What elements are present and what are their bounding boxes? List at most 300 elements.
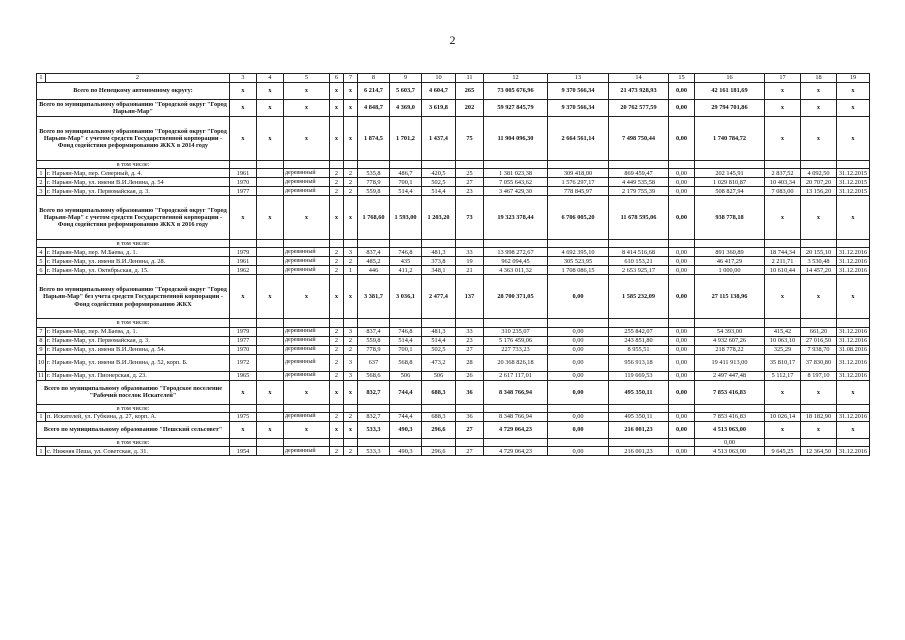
- table-cell: 8: [37, 336, 46, 345]
- empty-cell: [330, 438, 344, 446]
- total-cell: 8 348 766,94: [484, 380, 548, 404]
- empty-cell: [358, 319, 390, 327]
- empty-cell: [484, 438, 548, 446]
- table-cell: 1961: [230, 169, 257, 178]
- total-cell: х: [230, 117, 257, 161]
- table-cell: г. Нарьян-Мар, пер. М.Баева, д. 1.: [46, 327, 230, 336]
- table-cell: г. Нарьян-Мар, ул. имени В.И.Ленина, д. 52, корп. Б.: [46, 354, 230, 371]
- total-cell: х: [330, 421, 344, 438]
- table-cell: [257, 327, 284, 336]
- table-cell: 309 418,00: [548, 169, 609, 178]
- table-cell: 485,2: [358, 257, 390, 266]
- table-cell: деревянный: [284, 248, 330, 257]
- table-cell: 31.12.2016: [837, 412, 870, 421]
- empty-cell: [422, 240, 456, 248]
- empty-cell: [284, 240, 330, 248]
- empty-cell: [257, 240, 284, 248]
- table-cell: 28: [456, 354, 484, 371]
- table-cell: 37 830,80: [801, 354, 837, 371]
- table-cell: 778 845,97: [548, 187, 609, 196]
- total-cell: 9 370 566,34: [548, 100, 609, 117]
- table-cell: 31.12.2015: [837, 169, 870, 178]
- table-cell: 1977: [230, 187, 257, 196]
- table-cell: 27: [456, 178, 484, 187]
- total-cell: 137: [456, 275, 484, 319]
- table-cell: 218 778,22: [695, 345, 765, 354]
- table-cell: 502,5: [422, 345, 456, 354]
- table-cell: 8 197,10: [801, 371, 837, 380]
- empty-cell: [837, 319, 870, 327]
- subheader-label: в том числе:: [37, 319, 230, 327]
- table-cell: 18 182,90: [801, 412, 837, 421]
- table-cell: 13 998 272,67: [484, 248, 548, 257]
- total-cell: 202: [456, 100, 484, 117]
- table-cell: 27: [456, 345, 484, 354]
- table-cell: 0,00: [669, 371, 695, 380]
- table-cell: 25: [456, 169, 484, 178]
- table-cell: 33: [456, 248, 484, 257]
- table-cell: деревянный: [284, 371, 330, 380]
- table-cell: г. Нарьян-Мар, ул. имени В.И.Ленина, д. 28.: [46, 257, 230, 266]
- table-cell: 325,29: [765, 345, 801, 354]
- total-cell: 73: [456, 196, 484, 240]
- column-number: 5: [284, 74, 330, 83]
- table-cell: [257, 187, 284, 196]
- table-cell: [257, 412, 284, 421]
- table-cell: 27: [456, 447, 484, 456]
- empty-cell: [837, 240, 870, 248]
- table-row: [37, 447, 870, 456]
- table-cell: 31.12.2016: [837, 371, 870, 380]
- table-cell: 33: [456, 327, 484, 336]
- table-cell: 0,00: [548, 371, 609, 380]
- table-cell: 20 155,10: [801, 248, 837, 257]
- empty-cell: [484, 404, 548, 412]
- total-cell: 4 369,0: [390, 100, 422, 117]
- empty-cell: [230, 404, 257, 412]
- empty-cell: [765, 404, 801, 412]
- table-cell: 3 467 429,30: [484, 187, 548, 196]
- table-cell: 243 851,80: [609, 336, 669, 345]
- table-cell: деревянный: [284, 169, 330, 178]
- table-cell: 1965: [230, 371, 257, 380]
- table-cell: 495 350,11: [609, 412, 669, 421]
- table-cell: 1: [37, 169, 46, 178]
- total-cell: х: [284, 380, 330, 404]
- empty-cell: [548, 438, 609, 446]
- total-cell: 265: [456, 83, 484, 100]
- total-cell: х: [837, 100, 870, 117]
- empty-cell: [230, 438, 257, 446]
- subheader-row: [37, 404, 870, 412]
- table-cell: [257, 266, 284, 275]
- column-number: 12: [484, 74, 548, 83]
- total-cell: 6 706 005,20: [548, 196, 609, 240]
- empty-cell: [344, 438, 358, 446]
- empty-cell: [669, 240, 695, 248]
- empty-cell: [390, 438, 422, 446]
- table-cell: 486,7: [390, 169, 422, 178]
- table-cell: 1 029 810,87: [695, 178, 765, 187]
- total-cell: 296,6: [422, 421, 456, 438]
- total-cell: 533,3: [358, 421, 390, 438]
- table-cell: 4 932 607,26: [695, 336, 765, 345]
- empty-cell: [765, 438, 801, 446]
- table-cell: 23: [456, 336, 484, 345]
- subheader-row: [37, 319, 870, 327]
- total-label: Всего по муниципальному образованию "Городское поселение "Рабочий поселок Искателей": [37, 380, 230, 404]
- total-label: Всего по Ненецкому автономному округу:: [37, 83, 230, 100]
- table-cell: деревянный: [284, 187, 330, 196]
- total-cell: х: [284, 421, 330, 438]
- table-cell: 2 211,71: [765, 257, 801, 266]
- total-cell: х: [765, 275, 801, 319]
- table-cell: 2: [344, 257, 358, 266]
- total-cell: х: [344, 83, 358, 100]
- table-cell: г. Нарьян-Мар, ул. Первомайская, д. 3.: [46, 187, 230, 196]
- column-number: 14: [609, 74, 669, 83]
- table-cell: 1954: [230, 447, 257, 456]
- empty-cell: [695, 161, 765, 169]
- table-cell: [257, 248, 284, 257]
- table-cell: 837,4: [358, 327, 390, 336]
- table-cell: 1979: [230, 327, 257, 336]
- table-cell: 4 449 535,58: [609, 178, 669, 187]
- table-row: [37, 169, 870, 178]
- table-cell: 2: [37, 178, 46, 187]
- total-cell: 11 678 595,06: [609, 196, 669, 240]
- table-cell: 473,2: [422, 354, 456, 371]
- table-cell: 7: [37, 327, 46, 336]
- table-row: [37, 412, 870, 421]
- total-cell: х: [344, 275, 358, 319]
- empty-cell: [609, 240, 669, 248]
- total-cell: 3 036,1: [390, 275, 422, 319]
- table-cell: 2 837,52: [765, 169, 801, 178]
- table-cell: деревянный: [284, 345, 330, 354]
- total-cell: х: [230, 275, 257, 319]
- table-cell: 19: [456, 257, 484, 266]
- total-cell: 0,00: [548, 421, 609, 438]
- total-cell: х: [284, 196, 330, 240]
- total-cell: 1 874,5: [358, 117, 390, 161]
- table-cell: 7 853 416,83: [695, 412, 765, 421]
- empty-cell: [230, 319, 257, 327]
- empty-cell: [344, 240, 358, 248]
- table-cell: 10 610,44: [765, 266, 801, 275]
- total-cell: х: [344, 421, 358, 438]
- table-cell: 891 360,89: [695, 248, 765, 257]
- table-cell: 4 092,50: [801, 169, 837, 178]
- total-cell: х: [257, 421, 284, 438]
- table-cell: 0,00: [669, 257, 695, 266]
- table-cell: 2: [344, 447, 358, 456]
- table-cell: 0,00: [669, 178, 695, 187]
- table-cell: 31.12.2016: [837, 327, 870, 336]
- table-cell: 31.12.2016: [837, 336, 870, 345]
- empty-cell: [669, 319, 695, 327]
- total-cell: х: [837, 275, 870, 319]
- table-cell: 4 692 395,10: [548, 248, 609, 257]
- table-cell: 700,1: [390, 345, 422, 354]
- table-cell: 348,1: [422, 266, 456, 275]
- empty-cell: [669, 404, 695, 412]
- table-cell: 14 457,20: [801, 266, 837, 275]
- total-cell: х: [257, 196, 284, 240]
- table-cell: 4: [37, 248, 46, 257]
- table-cell: 31.12.2016: [837, 248, 870, 257]
- table-cell: 559,8: [358, 336, 390, 345]
- table-cell: 502,5: [422, 178, 456, 187]
- total-cell: х: [284, 100, 330, 117]
- table-cell: 506: [422, 371, 456, 380]
- total-cell: х: [330, 196, 344, 240]
- empty-cell: [344, 319, 358, 327]
- table-cell: 1: [37, 447, 46, 456]
- table-cell: 1: [344, 266, 358, 275]
- column-number-row: [37, 74, 870, 83]
- total-label: Всего по муниципальному образованию "Городской округ "Город Нарьян-Мар" с учетом средств Государственной корпорации - Фонд содействия реформированию ЖКХ в 2014 году: [37, 117, 230, 161]
- empty-cell: [801, 161, 837, 169]
- table-cell: 7 938,70: [801, 345, 837, 354]
- table-cell: деревянный: [284, 447, 330, 456]
- column-number: 15: [669, 74, 695, 83]
- table-cell: 10 063,10: [765, 336, 801, 345]
- total-cell: 1 437,4: [422, 117, 456, 161]
- total-cell: 0,00: [548, 380, 609, 404]
- total-cell: х: [837, 380, 870, 404]
- table-cell: [257, 354, 284, 371]
- total-row: [37, 100, 870, 117]
- table-cell: 1962: [230, 266, 257, 275]
- total-cell: х: [284, 83, 330, 100]
- total-cell: 0,00: [669, 100, 695, 117]
- total-cell: 3 619,8: [422, 100, 456, 117]
- table-cell: 10 403,34: [765, 178, 801, 187]
- table-cell: 31.12.2016: [837, 266, 870, 275]
- subheader-row: [37, 240, 870, 248]
- total-cell: 0,00: [669, 196, 695, 240]
- column-number: 19: [837, 74, 870, 83]
- total-label: Всего по муниципальному образованию "Пешский сельсовет": [37, 421, 230, 438]
- table-cell: 2: [330, 336, 344, 345]
- empty-cell: [609, 438, 669, 446]
- total-cell: 490,3: [390, 421, 422, 438]
- total-cell: 832,7: [358, 380, 390, 404]
- table-cell: 1975: [230, 412, 257, 421]
- total-cell: 21 473 928,93: [609, 83, 669, 100]
- empty-cell: [344, 161, 358, 169]
- table-cell: 18 744,34: [765, 248, 801, 257]
- table-cell: 4 513 063,00: [695, 447, 765, 456]
- table-cell: 0,00: [548, 336, 609, 345]
- column-number: 16: [695, 74, 765, 83]
- table-cell: 10 026,14: [765, 412, 801, 421]
- table-cell: 1 381 023,38: [484, 169, 548, 178]
- total-cell: х: [330, 100, 344, 117]
- empty-cell: [230, 240, 257, 248]
- empty-cell: [257, 319, 284, 327]
- column-number: 1: [37, 74, 46, 83]
- empty-cell: [230, 161, 257, 169]
- total-cell: 59 927 845,79: [484, 100, 548, 117]
- table-cell: 3 530,48: [801, 257, 837, 266]
- total-cell: х: [284, 117, 330, 161]
- subheader-label: в том числе:: [37, 404, 230, 412]
- empty-cell: [456, 438, 484, 446]
- empty-cell: [837, 161, 870, 169]
- total-cell: х: [801, 380, 837, 404]
- table-cell: 20 368 826,18: [484, 354, 548, 371]
- empty-cell: [330, 161, 344, 169]
- total-cell: х: [837, 421, 870, 438]
- empty-cell: [358, 438, 390, 446]
- total-cell: х: [257, 380, 284, 404]
- empty-cell: [609, 319, 669, 327]
- table-cell: 202 145,91: [695, 169, 765, 178]
- empty-cell: [390, 240, 422, 248]
- total-cell: 1 593,00: [390, 196, 422, 240]
- table-cell: 1979: [230, 248, 257, 257]
- empty-cell: [422, 404, 456, 412]
- total-cell: х: [284, 275, 330, 319]
- column-number: 17: [765, 74, 801, 83]
- empty-cell: [456, 240, 484, 248]
- empty-cell: [548, 240, 609, 248]
- total-row: [37, 275, 870, 319]
- empty-cell: [257, 404, 284, 412]
- table-cell: 31.12.2016: [837, 257, 870, 266]
- total-cell: х: [344, 117, 358, 161]
- total-cell: х: [344, 196, 358, 240]
- table-cell: 8 955,51: [609, 345, 669, 354]
- empty-cell: [669, 161, 695, 169]
- table-cell: 2: [344, 169, 358, 178]
- table-cell: 778,9: [358, 345, 390, 354]
- table-cell: 310 235,07: [484, 327, 548, 336]
- table-cell: [257, 371, 284, 380]
- table-cell: 2: [344, 187, 358, 196]
- table-cell: 1970: [230, 345, 257, 354]
- total-cell: х: [330, 83, 344, 100]
- table-cell: 415,42: [765, 327, 801, 336]
- total-cell: 36: [456, 380, 484, 404]
- total-cell: 1 740 784,72: [695, 117, 765, 161]
- table-cell: 5: [37, 257, 46, 266]
- table-cell: деревянный: [284, 412, 330, 421]
- table-row: [37, 187, 870, 196]
- table-cell: 3: [344, 371, 358, 380]
- table-cell: 481,3: [422, 248, 456, 257]
- table-row: [37, 178, 870, 187]
- table-cell: 2: [330, 345, 344, 354]
- table-cell: 2: [330, 327, 344, 336]
- table-cell: 3: [344, 354, 358, 371]
- table-row: [37, 327, 870, 336]
- empty-cell: [390, 319, 422, 327]
- total-cell: 27: [456, 421, 484, 438]
- table-cell: 27 016,50: [801, 336, 837, 345]
- table-cell: 10: [37, 354, 46, 371]
- empty-cell: [284, 319, 330, 327]
- subheader-value: 0,00: [695, 438, 765, 446]
- table-cell: 2: [344, 412, 358, 421]
- empty-cell: [801, 438, 837, 446]
- table-cell: 2: [330, 412, 344, 421]
- empty-cell: [390, 404, 422, 412]
- table-cell: 21: [456, 266, 484, 275]
- total-cell: х: [257, 100, 284, 117]
- column-number: 3: [230, 74, 257, 83]
- table-cell: 46 417,29: [695, 257, 765, 266]
- empty-cell: [837, 438, 870, 446]
- empty-cell: [548, 404, 609, 412]
- total-cell: 20 762 577,59: [609, 100, 669, 117]
- total-cell: 688,3: [422, 380, 456, 404]
- empty-cell: [695, 319, 765, 327]
- table-cell: 13 156,20: [801, 187, 837, 196]
- table-cell: 31.12.2016: [837, 447, 870, 456]
- table-cell: 6: [37, 266, 46, 275]
- table-cell: 31.12.2015: [837, 187, 870, 196]
- total-cell: 1 585 232,09: [609, 275, 669, 319]
- table-cell: 744,4: [390, 412, 422, 421]
- empty-cell: [358, 240, 390, 248]
- column-number: 2: [46, 74, 230, 83]
- subheader-label: в том числе:: [37, 240, 230, 248]
- total-cell: х: [230, 83, 257, 100]
- table-cell: 2 497 447,48: [695, 371, 765, 380]
- empty-cell: [284, 161, 330, 169]
- table-cell: 7 083,00: [765, 187, 801, 196]
- empty-cell: [358, 161, 390, 169]
- table-cell: деревянный: [284, 257, 330, 266]
- subheader-label: в том числе:: [37, 438, 230, 446]
- empty-cell: [548, 319, 609, 327]
- table-cell: [257, 169, 284, 178]
- empty-cell: [801, 240, 837, 248]
- total-cell: х: [837, 83, 870, 100]
- table-cell: 0,00: [669, 327, 695, 336]
- column-number: 13: [548, 74, 609, 83]
- table-cell: 411,2: [390, 266, 422, 275]
- table-cell: 227 733,23: [484, 345, 548, 354]
- table-cell: [257, 336, 284, 345]
- total-cell: 744,4: [390, 380, 422, 404]
- total-cell: 4 729 064,23: [484, 421, 548, 438]
- table-cell: 0,00: [548, 345, 609, 354]
- empty-cell: [422, 319, 456, 327]
- total-cell: 3 381,7: [358, 275, 390, 319]
- table-cell: [257, 345, 284, 354]
- total-cell: 0,00: [669, 380, 695, 404]
- total-cell: х: [765, 100, 801, 117]
- total-cell: х: [765, 117, 801, 161]
- total-cell: х: [765, 421, 801, 438]
- empty-cell: [330, 404, 344, 412]
- table-row: [37, 336, 870, 345]
- table-cell: 4 363 011,32: [484, 266, 548, 275]
- total-cell: х: [230, 421, 257, 438]
- table-cell: 11: [38, 372, 45, 380]
- table-cell: 305 523,95: [548, 257, 609, 266]
- total-cell: х: [230, 380, 257, 404]
- table-cell: 7 055 643,62: [484, 178, 548, 187]
- table-cell: деревянный: [284, 336, 330, 345]
- total-cell: 1 701,2: [390, 117, 422, 161]
- total-label: Всего по муниципальному образованию "Городской округ "Город Нарьян-Мар" без учета средств Государственной корпорации - Фонд содействия реформированию ЖКХ: [37, 275, 230, 319]
- column-number: 4: [257, 74, 284, 83]
